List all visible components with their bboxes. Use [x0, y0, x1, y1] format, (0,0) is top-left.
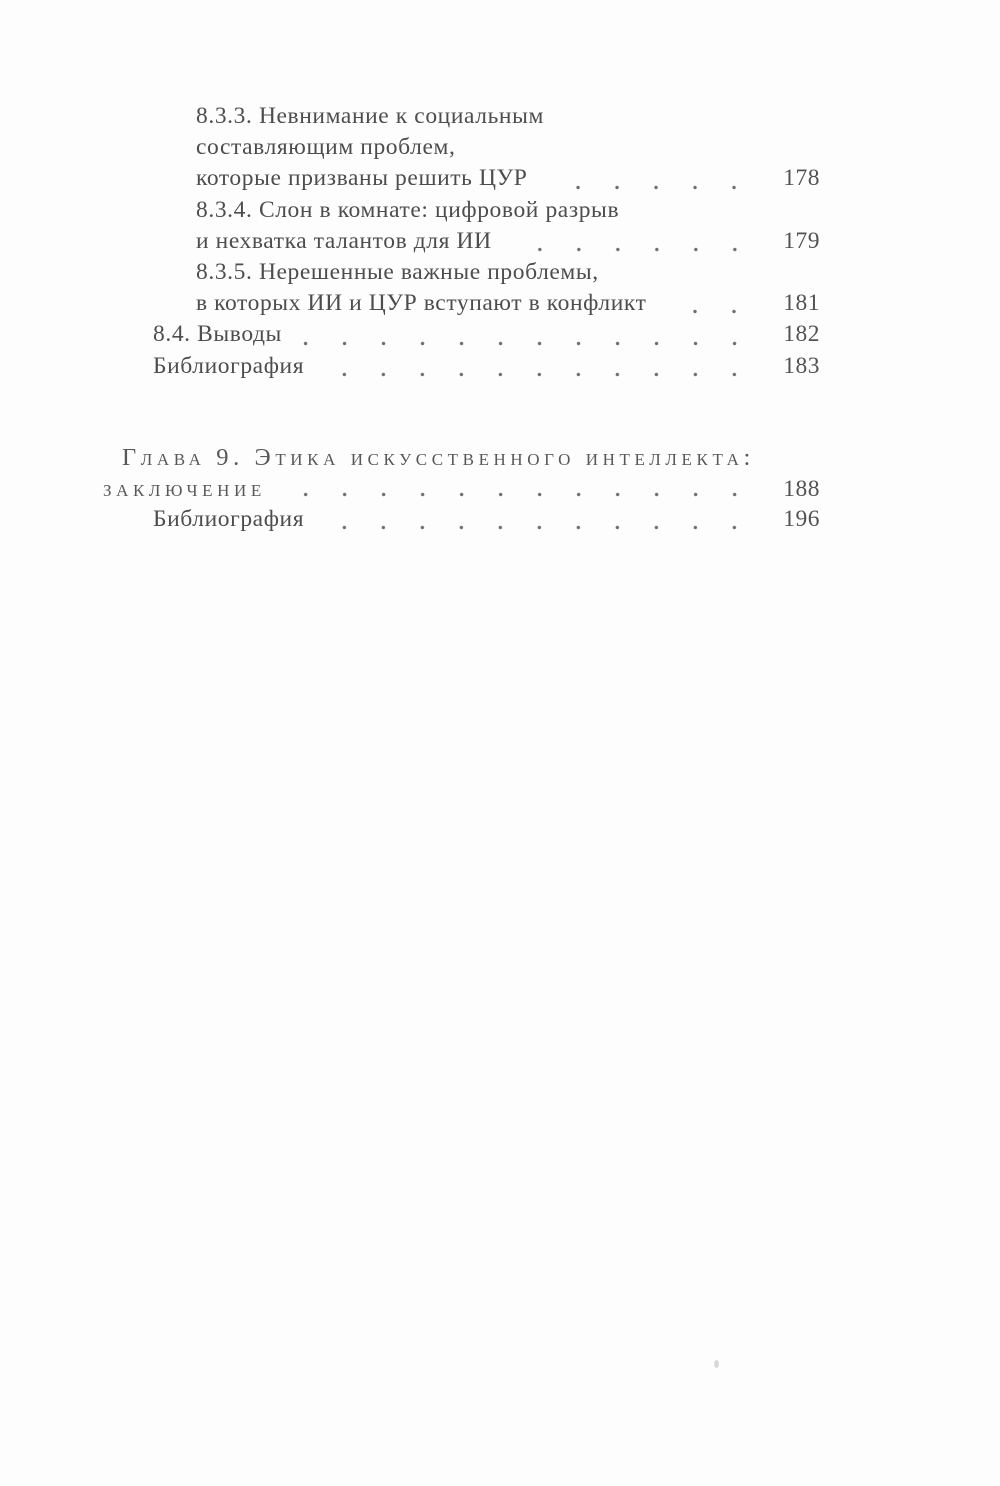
toc-line — [0, 163, 1000, 194]
table-of-contents — [0, 101, 1000, 535]
toc-entry-text: 8.3.4. Слон в комнате: цифровой разрыв — [196, 196, 620, 223]
toc-line — [0, 132, 1000, 163]
toc-line — [0, 257, 1000, 288]
toc-entry-text: 8.4. Выводы — [153, 321, 282, 348]
toc-line — [0, 319, 1000, 350]
toc-entry-text: 8.3.3. Невнимание к социальным — [196, 103, 544, 129]
page-number: 178 — [783, 165, 820, 192]
dot-leader — [662, 288, 766, 319]
dot-leader — [320, 504, 766, 535]
toc-line — [0, 473, 1000, 504]
toc-entry-text: Библиография — [153, 506, 305, 533]
toc-entry-text: в которых ИИ и ЦУР вступают в конфликт — [196, 290, 647, 317]
dot-leader — [298, 319, 766, 350]
toc-entry-text: заключение — [103, 474, 266, 502]
dot-leader — [508, 226, 766, 257]
toc-line — [0, 351, 1000, 382]
dot-leader — [543, 163, 766, 194]
toc-line — [0, 442, 1000, 473]
toc-entry-text: Глава 9. Этика искусственного интеллекта: — [122, 443, 755, 471]
toc-line — [0, 195, 1000, 226]
page-number: 181 — [783, 290, 820, 317]
dot-leader — [320, 351, 766, 382]
toc-entry-text: которые призваны решить ЦУР — [196, 165, 528, 192]
dot-leader — [282, 473, 766, 504]
toc-line — [0, 101, 1000, 132]
page-number: 179 — [783, 227, 820, 254]
page-number: 183 — [783, 352, 820, 379]
toc-line — [0, 226, 1000, 257]
toc-entry-text: 8.3.5. Нерешенные важные проблемы, — [196, 258, 599, 285]
toc-entry-text: составляющим проблем, — [196, 134, 456, 161]
page-number: 196 — [783, 506, 820, 533]
toc-entry-text: и нехватка талантов для ИИ — [196, 227, 492, 254]
toc-line — [0, 504, 1000, 535]
toc-line — [0, 288, 1000, 319]
page-number: 188 — [783, 475, 820, 502]
toc-entry-text: Библиография — [153, 352, 305, 379]
scan-speck — [714, 1360, 719, 1368]
page-number: 182 — [783, 321, 820, 348]
